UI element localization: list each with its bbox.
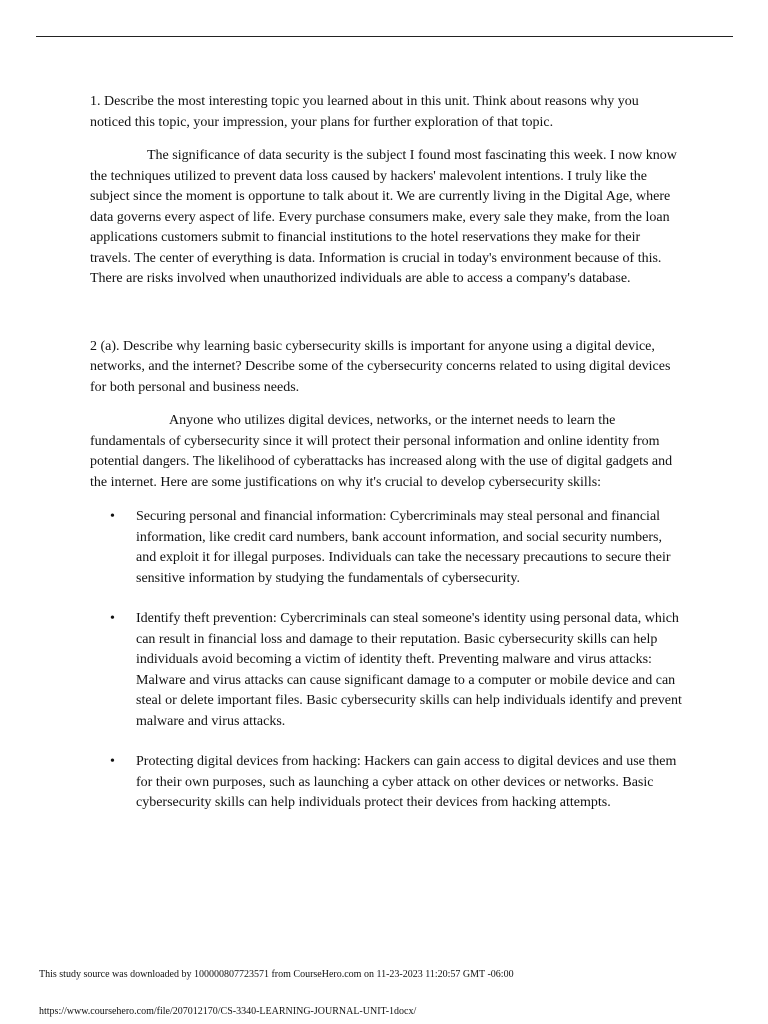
justification-list — [90, 507, 682, 814]
document-body — [90, 92, 682, 834]
list-item — [90, 609, 682, 732]
download-notice: This study source was downloaded by 100000807723571 from CourseHero.com on 11-23-2023 11:20:57 GMT -06:00 — [39, 969, 514, 980]
question-1: 1. Describe the most interesting topic you learned about in this unit. Think about reasons why you noticed this topic, your impression, your plans for further exploration of that topic. — [90, 94, 639, 130]
bullet-icon: • — [110, 509, 115, 524]
answer-1: The significance of data security is the subject I found most fascinating this week. I now know the techniques utilized to prevent data loss caused by hackers' malevolent intentions. I truly like the subject since the moment is opportune to talk about it. We are currently living in the Digital Age, where data governs every aspect of life. Every purchase consumers make, every sale they make, from the loan applications customers submit to financial institutions to the hotel reservations they make for their travels. The center of everything is data. Information is crucial in today's environment because of this. There are risks involved when unauthorized individuals are able to access a company's database. — [90, 148, 677, 286]
list-item — [90, 752, 682, 814]
list-item-text: Protecting digital devices from hacking: Hackers can gain access to digital devices and use them for their own purposes, such as launching a cyber attack on other devices or networks. Basic cybersecurity skills can help individuals protect their devices from hacking attempts. — [136, 754, 677, 810]
answer-2a-intro: Anyone who utilizes digital devices, networks, or the internet needs to learn the fundamentals of cybersecurity since it will protect their personal information and online identity from potential dangers. The likelihood of cyberattacks has increased along with the use of digital gadgets and the internet. Here are some justifications on why it's crucial to develop cybersecurity skills: — [90, 413, 673, 490]
list-item-text: Identify theft prevention: Cybercriminals can steal someone's identity using personal data, which can result in financial loss and damage to their reputation. Basic cybersecurity skills can help individuals avoid becoming a victim of identity theft. Preventing malware and virus attacks: Malware and virus attacks can cause significant damage to a computer or mobile device and can steal or delete important files. Basic cybersecurity skills can help individuals identify and prevent malware and virus attacks. — [136, 611, 682, 729]
list-item-text: Securing personal and financial information: Cybercriminals may steal personal and financial information, like credit card numbers, bank account information, and social security numbers, and exploit it for illegal purposes. Individuals can take the necessary precautions to secure their sensitive information by studying the fundamentals of cybersecurity. — [136, 509, 671, 586]
header-divider — [36, 36, 733, 37]
bullet-icon: • — [110, 611, 115, 626]
source-url[interactable]: https://www.coursehero.com/file/207012170/CS-3340-LEARNING-JOURNAL-UNIT-1docx/ — [39, 1006, 417, 1017]
list-item — [90, 507, 682, 589]
question-2a: 2 (a). Describe why learning basic cybersecurity skills is important for anyone using a digital device, networks, and the internet? Describe some of the cybersecurity concerns related to using digital devices for both personal and business needs. — [90, 338, 671, 395]
bullet-icon: • — [110, 754, 115, 769]
